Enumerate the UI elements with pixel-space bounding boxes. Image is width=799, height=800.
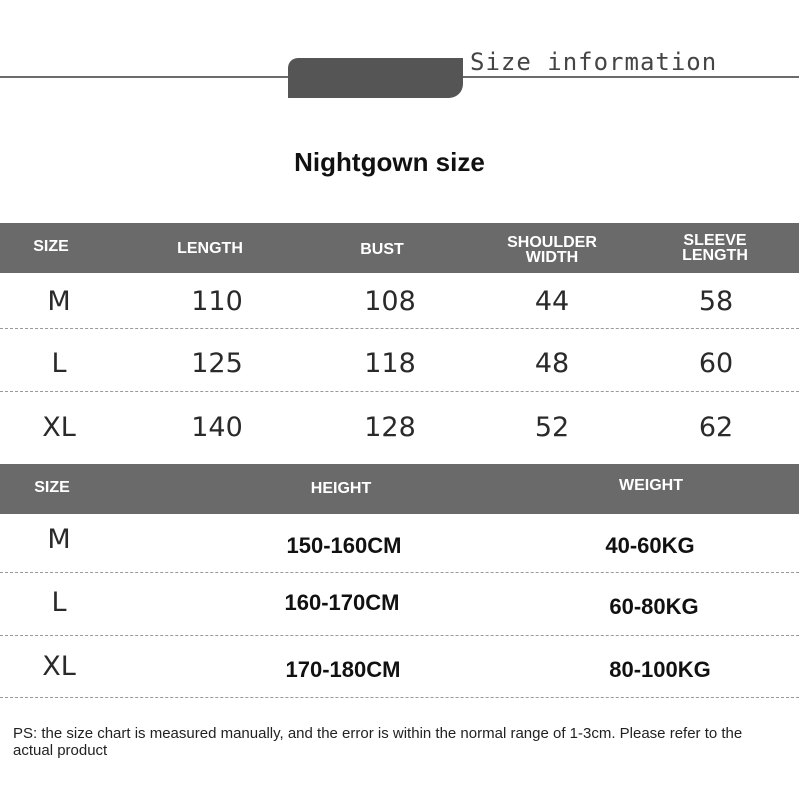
weight-cell: 40-60KG <box>605 533 695 558</box>
height-cell: 170-180CM <box>285 657 401 682</box>
size-cell: M <box>47 524 71 555</box>
sleeve-cell: 60 <box>698 348 734 379</box>
length-cell: 125 <box>191 348 243 379</box>
table-row <box>0 273 799 329</box>
table-row <box>0 573 799 635</box>
bust-cell: 128 <box>364 412 416 443</box>
size-cell: M <box>47 286 71 317</box>
body-table-header <box>0 464 799 514</box>
footnote: PS: the size chart is measured manually, and the error is within the normal range of 1-3cm. Please refer to the actual product <box>13 725 743 759</box>
table-row <box>0 329 799 391</box>
measurement-table-header <box>0 223 799 273</box>
col-size: SIZE <box>34 479 70 496</box>
col-length: LENGTH <box>177 240 243 257</box>
height-cell: 160-170CM <box>284 590 400 615</box>
sleeve-cell: 62 <box>698 412 734 443</box>
col-size: SIZE <box>33 238 69 255</box>
weight-cell: 80-100KG <box>609 657 711 682</box>
table-row <box>0 392 799 464</box>
size-cell: XL <box>42 651 76 682</box>
shoulder-cell: 48 <box>534 348 570 379</box>
col-bust: BUST <box>360 241 404 258</box>
shoulder-cell: 52 <box>534 412 570 443</box>
bust-cell: 108 <box>364 286 416 317</box>
sleeve-cell: 58 <box>698 286 734 317</box>
table-row <box>0 514 799 572</box>
header-label: Size information <box>470 48 718 76</box>
length-cell: 140 <box>191 412 243 443</box>
height-cell: 150-160CM <box>286 533 402 558</box>
weight-cell: 60-80KG <box>609 594 699 619</box>
page-title: Nightgown size <box>294 147 485 177</box>
table-row <box>0 636 799 698</box>
col-sleeve-length: SLEEVE LENGTH <box>682 232 748 264</box>
col-weight: WEIGHT <box>619 477 683 494</box>
length-cell: 110 <box>191 286 243 317</box>
size-cell: XL <box>42 412 76 443</box>
bust-cell: 118 <box>364 348 416 379</box>
size-cell: L <box>51 348 67 379</box>
size-cell: L <box>51 587 67 618</box>
row-divider <box>0 697 799 698</box>
col-shoulder-width: SHOULDER WIDTH <box>507 234 597 266</box>
col-height: HEIGHT <box>310 480 372 497</box>
header-tab-shape <box>288 58 463 98</box>
shoulder-cell: 44 <box>534 286 570 317</box>
